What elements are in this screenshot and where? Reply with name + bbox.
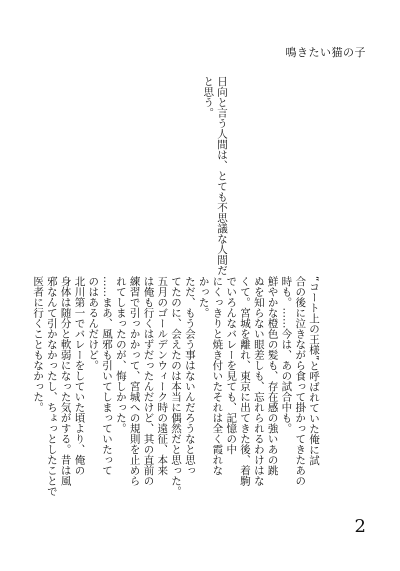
- body-line: 合の後に泣きながら食って掛かってきたあの: [294, 276, 307, 486]
- running-title: 鳴きたい猫の子: [285, 46, 366, 59]
- body-line: ……まあ、風邪も引いてしまっていたって: [101, 276, 114, 476]
- opening-line: と思う。: [202, 76, 215, 118]
- body-line: は俺も行くはずだったんだけど、其の直前の: [142, 276, 155, 486]
- body-line: ただ、もう会う事はないんだろうなと思っ: [183, 276, 196, 476]
- body-line: にくっきりと焼き付いたそれは全く霞れな: [211, 276, 224, 476]
- body-line: のはあるんだけど。: [87, 276, 100, 371]
- page-number: 2: [354, 516, 366, 537]
- body-line: ぬを知らない眼差しも、忘れられるわけはな: [252, 276, 265, 486]
- body-text: [30, 276, 320, 497]
- opening-line: 日向と言う人間は、とても不思議な人間だ: [216, 76, 228, 276]
- body-line: 練習で引っかかって、宮城への規則を止めら: [128, 276, 141, 486]
- body-line: 邪なんて引かなかったし、ちょっとしたことで: [45, 276, 58, 497]
- body-line: でいろんなバレーを見ても、記憶の中: [225, 276, 238, 455]
- body-line: 身体は随分と軟弱になった気がする。昔は風: [59, 276, 72, 486]
- body-line: 鮮やかな橙色の髪も、存在感の強いあの跳: [266, 276, 279, 476]
- body-line: 医者に行くこともなかった。: [32, 276, 45, 413]
- body-line: 北川第一でバレーをしていた頃より、俺の: [73, 276, 86, 476]
- body-line: くて。宮城を離れ、東京に出てきた後、着駒: [239, 276, 252, 486]
- body-line: れてしまったのが、悔しかった。: [114, 276, 127, 434]
- body-line: てたのに、会えたのは本当に偶然だと思った。: [170, 276, 183, 497]
- body-line: 五月のゴールデンウィーク時の遠征、本来: [156, 276, 169, 476]
- body-line: かった。: [197, 276, 210, 318]
- body-line: “コート上の王様”と呼ばれていた俺に試: [308, 276, 320, 466]
- opening-text: [200, 76, 228, 276]
- body-line: 時も。……今は、あの試合中も。: [280, 276, 293, 434]
